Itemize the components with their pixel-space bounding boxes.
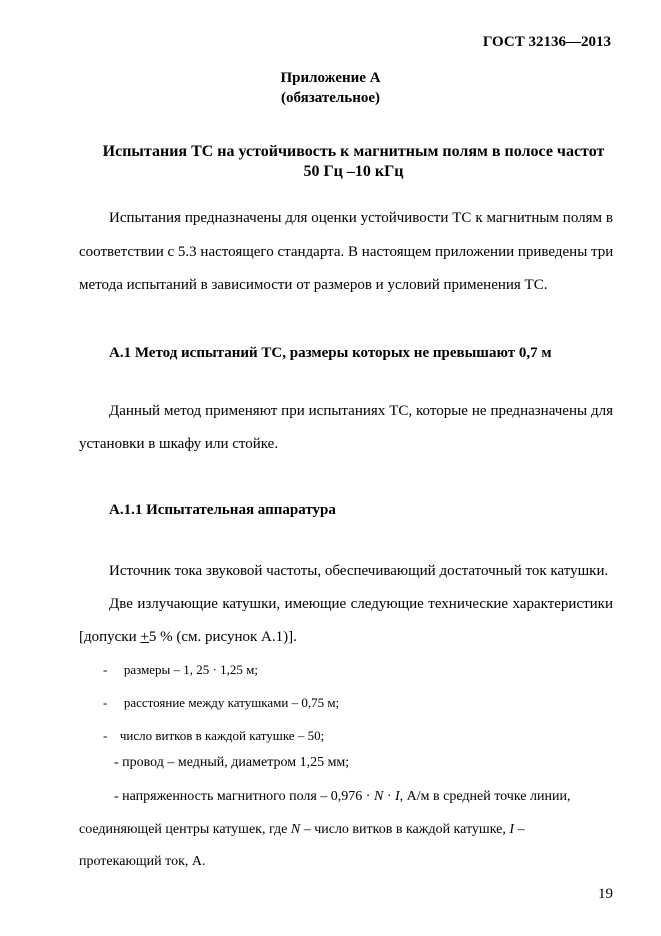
list-item xyxy=(103,695,339,711)
main-title-line-2: 50 Гц –10 кГц xyxy=(303,163,404,180)
list-dash: - xyxy=(103,662,108,677)
intro-line-2: соответствии с 5.3 настоящего стандарта. В настоящем приложении приведены три xyxy=(79,244,614,260)
section-a1-line-1: Данный метод применяют при испытаниях ТС, которые не предназначены для xyxy=(109,403,613,419)
list-dash: - xyxy=(103,728,108,743)
appendix-title: Приложение А xyxy=(280,70,381,86)
current-line: протекающий ток, А. xyxy=(79,854,206,869)
wire-line: - провод – медный, диаметром 1,25 мм; xyxy=(114,755,350,770)
symbol-i: I xyxy=(509,822,515,837)
formula-n: N xyxy=(373,789,384,804)
list-item-text: расстояние между катушками – 0,75 м; xyxy=(123,695,340,710)
page-number: 19 xyxy=(598,886,613,902)
equip-coils-line-2 xyxy=(79,629,297,646)
list-dash: - xyxy=(103,695,108,710)
connect-line: соединяющей центры катушек, где N – число витков в каждой катушке, I – xyxy=(79,822,525,837)
list-item-text: число витков в каждой катушке – 50; xyxy=(119,728,325,743)
equip-source-line: Источник тока звуковой частоты, обеспечивающий достаточный ток катушки. xyxy=(109,563,609,579)
section-a1-line-2: установки в шкафу или стойке. xyxy=(79,436,279,452)
list-item-text: размеры – 1, 25 · 1,25 м; xyxy=(123,662,258,677)
coils-tolerance-rest: 5 % (см. рисунок А.1)]. xyxy=(148,629,297,645)
equip-coils-line-1: Две излучающие катушки, имеющие следующие технические характеристики xyxy=(109,596,613,612)
plus-minus-sign: + xyxy=(140,629,149,645)
field-strength-line: - напряженность магнитного поля – 0,976 · N · I, А/м в средней точке линии, xyxy=(114,789,571,804)
section-a1-heading: А.1 Метод испытаний ТС, размеры которых не превышают 0,7 м xyxy=(109,345,552,361)
section-a11-heading: А.1.1 Испытательная аппаратура xyxy=(109,502,336,518)
list-item xyxy=(103,662,258,678)
document-id: ГОСТ 32136—2013 xyxy=(482,34,611,50)
intro-line-1: Испытания предназначены для оценки устойчивости ТС к магнитным полям в xyxy=(109,210,613,226)
appendix-subtitle: (обязательное) xyxy=(280,90,381,106)
main-title-line-1: Испытания ТС на устойчивость к магнитным полям в полосе частот xyxy=(102,143,605,160)
formula-i: I, xyxy=(395,789,404,804)
list-item xyxy=(103,728,324,744)
coils-tolerance-prefix: [допуски xyxy=(79,629,141,645)
symbol-n: N xyxy=(290,822,301,837)
intro-line-3: метода испытаний в зависимости от размеров и условий применения ТС. xyxy=(79,277,548,293)
